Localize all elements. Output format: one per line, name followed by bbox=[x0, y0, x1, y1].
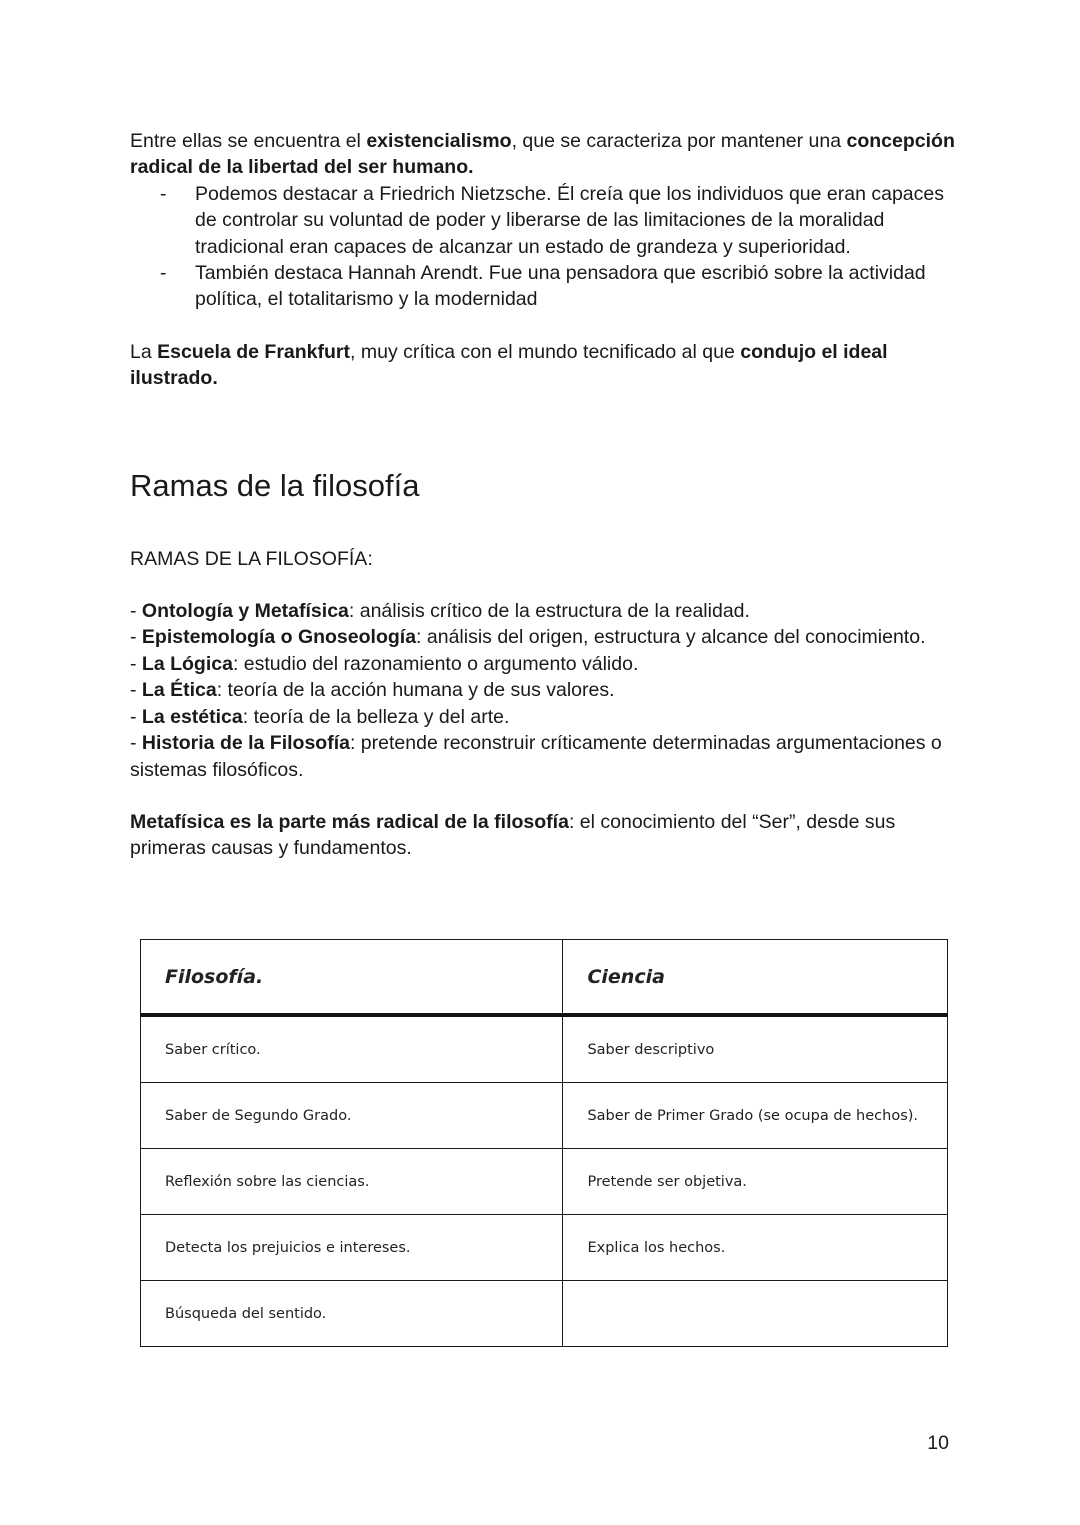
table-row bbox=[141, 1083, 948, 1149]
text-run: , muy crítica con el mundo tecnificado al que bbox=[350, 340, 741, 363]
rama-ontologia: - Ontología y Metafísica: análisis crítico de la estructura de la realidad. bbox=[130, 600, 750, 623]
philosophers-list bbox=[130, 181, 960, 313]
table-cell: Saber de Segundo Grado. bbox=[141, 1083, 563, 1149]
text-run: , que se caracteriza por mantener una bbox=[511, 130, 847, 152]
table-row bbox=[141, 1015, 948, 1083]
page-number: 10 bbox=[927, 1432, 949, 1454]
text-run: Entre ellas se encuentra el bbox=[130, 130, 367, 152]
table-cell: Pretende ser objetiva. bbox=[563, 1149, 948, 1215]
section-heading: Ramas de la filosofía bbox=[130, 467, 420, 503]
table-cell: Saber descriptivo bbox=[563, 1015, 948, 1083]
table-cell bbox=[563, 1281, 948, 1347]
comparison-table bbox=[140, 939, 948, 1347]
bullet-dash: - bbox=[160, 182, 167, 205]
header-filosofia: Filosofía. bbox=[141, 940, 563, 1016]
ramas-subheading: RAMAS DE LA FILOSOFÍA: bbox=[130, 547, 373, 570]
table-cell: Saber de Primer Grado (se ocupa de hechos). bbox=[563, 1083, 948, 1149]
rama-estetica: - La estética: teoría de la belleza y del arte. bbox=[130, 705, 510, 728]
table-row bbox=[141, 1215, 948, 1281]
list-item bbox=[130, 181, 960, 260]
bold-term: condujo el ideal ilustrado. bbox=[130, 340, 888, 390]
table-header-row bbox=[141, 940, 948, 1016]
rama-historia: - Historia de la Filosofía: pretende reconstruir críticamente determinadas argumentaciones o sistemas filosóficos. bbox=[130, 732, 942, 781]
table-cell: Búsqueda del sentido. bbox=[141, 1281, 563, 1347]
table-row bbox=[141, 1149, 948, 1215]
list-item-text: También destaca Hannah Arendt. Fue una pensadora que escribió sobre la actividad política, el totalitarismo y la modernidad bbox=[195, 262, 926, 311]
existencialismo-paragraph bbox=[130, 128, 960, 181]
bold-term: concepción radical de la libertad del ser humano. bbox=[130, 130, 955, 179]
document-page bbox=[130, 128, 960, 862]
frankfurt-paragraph bbox=[130, 339, 960, 392]
table-cell: Detecta los prejuicios e intereses. bbox=[141, 1215, 563, 1281]
text-run: : el conocimiento del “Ser”, desde sus primeras causas y fundamentos. bbox=[130, 810, 896, 860]
table-row bbox=[141, 1281, 948, 1347]
list-item bbox=[130, 260, 960, 313]
metafisica-paragraph bbox=[130, 809, 960, 862]
header-ciencia: Ciencia bbox=[563, 940, 948, 1016]
table-cell: Reflexión sobre las ciencias. bbox=[141, 1149, 563, 1215]
rama-epistemologia: - Epistemología o Gnoseología: análisis del origen, estructura y alcance del conocimiento. bbox=[130, 626, 926, 649]
rama-etica: - La Ética: teoría de la acción humana y de sus valores. bbox=[130, 679, 615, 702]
ramas-list bbox=[130, 598, 960, 783]
bold-term: Metafísica es la parte más radical de la filosofía bbox=[130, 810, 569, 833]
bullet-dash: - bbox=[160, 262, 167, 285]
bold-term: existencialismo bbox=[366, 130, 512, 152]
list-item-text: Podemos destacar a Friedrich Nietzsche. Él creía que los individuos que eran capaces de controlar su voluntad de poder y liberarse de las limitaciones de la moralidad tradicional eran capaces de alcanzar un estado de grandeza y superioridad. bbox=[195, 182, 944, 258]
comparison-table-wrapper bbox=[140, 939, 948, 1347]
bold-term: Escuela de Frankfurt bbox=[157, 340, 351, 363]
rama-logica: - La Lógica: estudio del razonamiento o argumento válido. bbox=[130, 652, 639, 675]
text-run: La bbox=[130, 340, 158, 363]
table-cell: Explica los hechos. bbox=[563, 1215, 948, 1281]
table-cell: Saber crítico. bbox=[141, 1015, 563, 1083]
